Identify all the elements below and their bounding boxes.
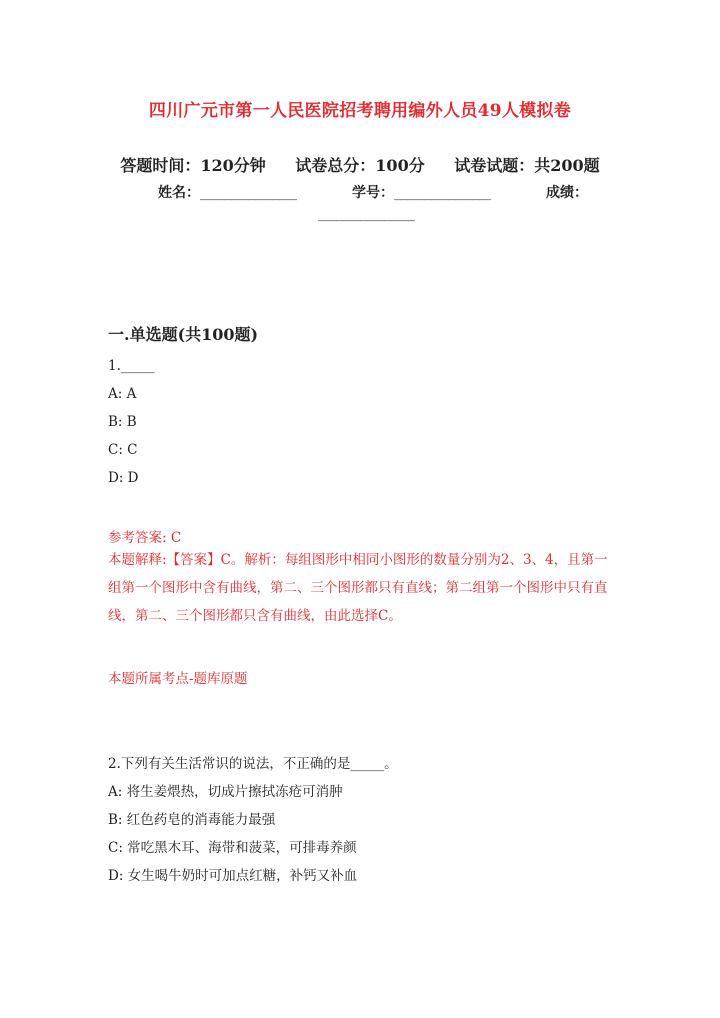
q1-explanation: 本题解释:【答案】C。解析：每组图形中相同小图形的数量分别为2、3、4，且第一组第一个图形中含有曲线，第二、三个图形都只有直线；第二组第一个图形中只有直线，第二、三个图形都只含有曲线，由此选择C。 bbox=[108, 552, 608, 624]
q2-stem: 2.下列有关生活常识的说法，不正确的是_____。 bbox=[108, 756, 398, 772]
q1-option-d: D: D bbox=[108, 470, 139, 486]
grade-blank: ________________ bbox=[318, 206, 414, 222]
q1-stem: 1._____ bbox=[108, 358, 155, 374]
name-field bbox=[158, 182, 296, 202]
q1-answer: 参考答案: C bbox=[108, 530, 182, 546]
section-title: 一.单选题(共100题) bbox=[108, 325, 259, 344]
grade-label: 成绩： bbox=[546, 185, 588, 201]
exam-meta bbox=[0, 153, 720, 176]
q1-option-b: B: B bbox=[108, 414, 137, 430]
q2-option-a: A: 将生姜煨热，切成片擦拭冻疮可消肿 bbox=[108, 784, 343, 800]
name-label: 姓名： bbox=[158, 185, 200, 201]
exam-time: 答题时间：120分钟 bbox=[120, 156, 266, 175]
q2-option-d: D: 女生喝牛奶时可加点红糖，补钙又补血 bbox=[108, 868, 358, 884]
id-field bbox=[352, 182, 490, 202]
student-info bbox=[158, 182, 608, 222]
exam-score: 试卷总分：100分 bbox=[295, 156, 425, 175]
exam-title: 四川广元市第一人民医院招考聘用编外人员49人模拟卷 bbox=[148, 101, 572, 121]
q2-option-c: C: 常吃黑木耳、海带和菠菜，可排毒养颜 bbox=[108, 840, 357, 856]
q1-source: 本题所属考点-题库原题 bbox=[108, 671, 248, 687]
q1-option-c: C: C bbox=[108, 442, 138, 458]
exam-count: 试卷试题：共200题 bbox=[454, 156, 600, 175]
q1-option-a: A: A bbox=[108, 386, 137, 402]
name-blank: ________________ bbox=[200, 185, 296, 201]
id-blank: ________________ bbox=[394, 185, 490, 201]
q2-option-b: B: 红色药皂的消毒能力最强 bbox=[108, 812, 276, 828]
id-label: 学号： bbox=[352, 185, 394, 201]
